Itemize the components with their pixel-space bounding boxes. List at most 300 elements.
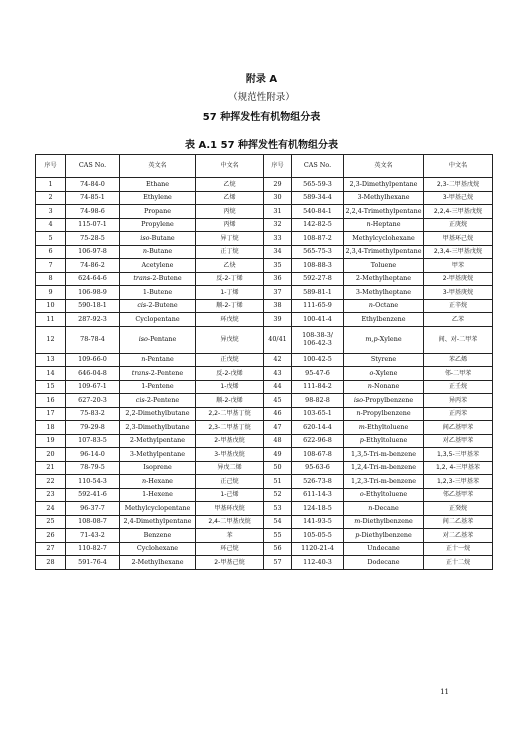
cell-english-name: 1-Hexene bbox=[120, 488, 196, 502]
cell-no: 18 bbox=[36, 421, 66, 435]
cell-no: 35 bbox=[264, 259, 292, 273]
cell-cas: 100-42-5 bbox=[292, 353, 344, 367]
cell-no: 32 bbox=[264, 218, 292, 232]
cell-english-name bbox=[120, 353, 196, 367]
cell-cas: 620-14-4 bbox=[292, 421, 344, 435]
cell-english-name: Ethylene bbox=[120, 191, 196, 205]
cell-chinese-name: 环戊烷 bbox=[196, 313, 264, 327]
isomer-prefix: m,p- bbox=[365, 334, 380, 343]
cell-chinese-name: 正己烷 bbox=[196, 475, 264, 489]
cell-cas: 540-84-1 bbox=[292, 205, 344, 219]
cell-no: 20 bbox=[36, 448, 66, 462]
col-header-chinese: 中文名 bbox=[196, 155, 264, 178]
cell-chinese-name: 2,2,4-三甲基戊烷 bbox=[424, 205, 493, 219]
table-row bbox=[36, 556, 493, 570]
col-header-cas: CAS No. bbox=[66, 155, 120, 178]
cell-english-name: 1,3,5-Tri-m-benzene bbox=[344, 448, 424, 462]
cell-english-name: Dodecane bbox=[344, 556, 424, 570]
cell-no: 9 bbox=[36, 286, 66, 300]
name-remainder: 2-Pentene bbox=[150, 368, 184, 377]
cell-no: 43 bbox=[264, 367, 292, 381]
cell-cas: 108-08-7 bbox=[66, 515, 120, 529]
cell-cas: 103-65-1 bbox=[292, 407, 344, 421]
name-remainder: Hexane bbox=[148, 476, 173, 485]
cell-no: 23 bbox=[36, 488, 66, 502]
cell-english-name: 2,2,4-Trimethylpentane bbox=[344, 205, 424, 219]
cell-no: 42 bbox=[264, 353, 292, 367]
cell-no: 11 bbox=[36, 313, 66, 327]
cell-no: 52 bbox=[264, 488, 292, 502]
cell-english-name bbox=[120, 475, 196, 489]
isomer-prefix: n- bbox=[142, 476, 149, 485]
cell-cas: 96-37-7 bbox=[66, 502, 120, 516]
voc-component-table bbox=[35, 154, 493, 570]
cell-cas: 565-75-3 bbox=[292, 245, 344, 259]
cell-cas: 105-05-5 bbox=[292, 529, 344, 543]
cell-cas: 106-97-8 bbox=[66, 245, 120, 259]
cell-cas: 108-88-3 bbox=[292, 259, 344, 273]
name-remainder: Pentane bbox=[150, 334, 177, 343]
cell-cas: 95-47-6 bbox=[292, 367, 344, 381]
cell-chinese-name: 正十一烷 bbox=[424, 542, 493, 556]
cell-chinese-name: 2,2-二甲基丁烷 bbox=[196, 407, 264, 421]
cell-english-name: 2,3-Dimethylpentane bbox=[344, 178, 424, 192]
name-remainder: Xylene bbox=[375, 368, 398, 377]
cell-english-name: Ethane bbox=[120, 178, 196, 192]
cell-cas: 96-14-0 bbox=[66, 448, 120, 462]
cell-cas: 112-40-3 bbox=[292, 556, 344, 570]
cell-chinese-name: 间、对-二甲苯 bbox=[424, 326, 493, 353]
cell-english-name bbox=[120, 245, 196, 259]
table-row bbox=[36, 475, 493, 489]
table-row bbox=[36, 313, 493, 327]
cell-english-name: 1,2,3-Tri-m-benzene bbox=[344, 475, 424, 489]
cell-chinese-name: 乙烯 bbox=[196, 191, 264, 205]
cell-english-name bbox=[344, 515, 424, 529]
name-remainder: Diethylbenzene bbox=[361, 530, 412, 539]
cell-chinese-name: 丙烯 bbox=[196, 218, 264, 232]
cell-no: 38 bbox=[264, 299, 292, 313]
cell-no: 51 bbox=[264, 475, 292, 489]
cell-cas: 74-84-0 bbox=[66, 178, 120, 192]
cell-english-name bbox=[120, 299, 196, 313]
isomer-prefix: o- bbox=[369, 368, 376, 377]
table-row bbox=[36, 326, 493, 353]
isomer-prefix: p- bbox=[355, 530, 362, 539]
cell-chinese-name: 苯乙烯 bbox=[424, 353, 493, 367]
cell-english-name bbox=[120, 232, 196, 246]
cell-chinese-name: 异戊烷 bbox=[196, 326, 264, 353]
cell-english-name: Propane bbox=[120, 205, 196, 219]
cell-chinese-name: 乙烷 bbox=[196, 178, 264, 192]
cell-no: 12 bbox=[36, 326, 66, 353]
cell-cas: 74-86-2 bbox=[66, 259, 120, 273]
cell-english-name bbox=[344, 367, 424, 381]
cell-no: 53 bbox=[264, 502, 292, 516]
cell-no: 5 bbox=[36, 232, 66, 246]
cell-no: 46 bbox=[264, 407, 292, 421]
name-remainder: 2-Butene bbox=[152, 274, 182, 283]
cell-chinese-name: 乙苯 bbox=[424, 313, 493, 327]
isomer-prefix: iso- bbox=[353, 395, 366, 404]
cell-english-name bbox=[120, 326, 196, 353]
cell-cas: 627-20-3 bbox=[66, 394, 120, 408]
cell-chinese-name: 2-甲基庚烷 bbox=[424, 272, 493, 286]
cell-chinese-name: 邻乙基甲苯 bbox=[424, 488, 493, 502]
cell-cas: 565-59-3 bbox=[292, 178, 344, 192]
isomer-prefix: n- bbox=[368, 503, 375, 512]
name-remainder: Xylene bbox=[379, 334, 402, 343]
appendix-heading: 附录 A bbox=[245, 74, 278, 85]
cell-chinese-name: 苯 bbox=[196, 529, 264, 543]
cell-chinese-name: 3-甲基己烷 bbox=[424, 191, 493, 205]
cell-no: 48 bbox=[264, 434, 292, 448]
cell-english-name bbox=[120, 272, 196, 286]
cell-cas: 1120-21-4 bbox=[292, 542, 344, 556]
cell-cas: 590-18-1 bbox=[66, 299, 120, 313]
cell-no: 13 bbox=[36, 353, 66, 367]
cell-english-name: 1-Butene bbox=[120, 286, 196, 300]
isomer-prefix: m- bbox=[354, 517, 363, 526]
cell-chinese-name: 异丁烷 bbox=[196, 232, 264, 246]
cell-no: 29 bbox=[264, 178, 292, 192]
cell-english-name: Toluene bbox=[344, 259, 424, 273]
cell-english-name: Isoprene bbox=[120, 461, 196, 475]
cell-english-name: 2,2-Dimethylbutane bbox=[120, 407, 196, 421]
cell-cas: 142-82-5 bbox=[292, 218, 344, 232]
cell-english-name bbox=[344, 380, 424, 394]
cell-chinese-name: 邻-二甲苯 bbox=[424, 367, 493, 381]
isomer-prefix: n- bbox=[141, 355, 148, 364]
cell-no: 33 bbox=[264, 232, 292, 246]
cell-chinese-name: 正十二烷 bbox=[424, 556, 493, 570]
cell-chinese-name: 正辛烷 bbox=[424, 299, 493, 313]
cell-english-name: 3-Methylpentane bbox=[120, 448, 196, 462]
cell-no: 1 bbox=[36, 178, 66, 192]
cell-no: 6 bbox=[36, 245, 66, 259]
cell-no: 4 bbox=[36, 218, 66, 232]
cell-no: 47 bbox=[264, 421, 292, 435]
cell-chinese-name: 3-甲基戊烷 bbox=[196, 448, 264, 462]
cell-cas: 111-65-9 bbox=[292, 299, 344, 313]
cell-chinese-name: 异丙苯 bbox=[424, 394, 493, 408]
name-remainder: 2-Pentene bbox=[146, 395, 180, 404]
isomer-prefix: m- bbox=[358, 422, 367, 431]
name-remainder: Decane bbox=[374, 503, 399, 512]
cell-cas: 115-07-1 bbox=[66, 218, 120, 232]
cell-no: 30 bbox=[264, 191, 292, 205]
table-row bbox=[36, 367, 493, 381]
table-row bbox=[36, 448, 493, 462]
cell-chinese-name: 正丙苯 bbox=[424, 407, 493, 421]
cell-english-name: 2-Methylheptane bbox=[344, 272, 424, 286]
cell-chinese-name: 2,3,4-三甲基戊烷 bbox=[424, 245, 493, 259]
table-row bbox=[36, 191, 493, 205]
cell-chinese-name: 顺-2-戊烯 bbox=[196, 394, 264, 408]
cell-no: 54 bbox=[264, 515, 292, 529]
cell-english-name bbox=[344, 407, 424, 421]
cell-no: 49 bbox=[264, 448, 292, 462]
isomer-prefix: iso- bbox=[140, 233, 152, 242]
isomer-prefix: n- bbox=[367, 382, 374, 391]
cell-cas: 124-18-5 bbox=[292, 502, 344, 516]
cell-no: 39 bbox=[264, 313, 292, 327]
cell-cas: 624-64-6 bbox=[66, 272, 120, 286]
cell-cas: 611-14-3 bbox=[292, 488, 344, 502]
cell-chinese-name: 甲苯 bbox=[424, 259, 493, 273]
cell-no: 8 bbox=[36, 272, 66, 286]
cell-no: 37 bbox=[264, 286, 292, 300]
cell-english-name: Methylcyclopentane bbox=[120, 502, 196, 516]
cell-cas: 526-73-8 bbox=[292, 475, 344, 489]
cell-cas: 592-27-8 bbox=[292, 272, 344, 286]
cell-english-name bbox=[344, 326, 424, 353]
cell-cas: 109-66-0 bbox=[66, 353, 120, 367]
cell-cas: 71-43-2 bbox=[66, 529, 120, 543]
col-header-english: 英文名 bbox=[120, 155, 196, 178]
table-row bbox=[36, 218, 493, 232]
table-row bbox=[36, 380, 493, 394]
cell-english-name: 3-Methylheptane bbox=[344, 286, 424, 300]
table-row bbox=[36, 178, 493, 192]
cell-cas: 287-92-3 bbox=[66, 313, 120, 327]
cell-cas: 106-98-9 bbox=[66, 286, 120, 300]
cell-chinese-name: 正壬烷 bbox=[424, 380, 493, 394]
table-row bbox=[36, 461, 493, 475]
col-header-english-2: 英文名 bbox=[344, 155, 424, 178]
cell-chinese-name: 正丁烷 bbox=[196, 245, 264, 259]
cell-no: 27 bbox=[36, 542, 66, 556]
isomer-prefix: trans- bbox=[131, 368, 151, 377]
cell-cas: 109-67-1 bbox=[66, 380, 120, 394]
cell-chinese-name: 1,3,5-三甲基苯 bbox=[424, 448, 493, 462]
cell-english-name bbox=[344, 529, 424, 543]
cell-chinese-name: 环己烷 bbox=[196, 542, 264, 556]
cell-chinese-name: 正戊烷 bbox=[196, 353, 264, 367]
cell-no: 21 bbox=[36, 461, 66, 475]
name-remainder: Ethyltoluene bbox=[365, 490, 408, 499]
cell-english-name bbox=[344, 434, 424, 448]
table-row bbox=[36, 245, 493, 259]
isomer-prefix: trans- bbox=[133, 274, 153, 283]
table-row bbox=[36, 421, 493, 435]
table-body bbox=[36, 178, 493, 570]
table-row bbox=[36, 353, 493, 367]
name-remainder: Heptane bbox=[372, 220, 401, 229]
table-row bbox=[36, 542, 493, 556]
cell-no: 44 bbox=[264, 380, 292, 394]
table-row bbox=[36, 272, 493, 286]
col-header-chinese-2: 中文名 bbox=[424, 155, 493, 178]
cell-english-name bbox=[344, 299, 424, 313]
table-row bbox=[36, 488, 493, 502]
cell-chinese-name: 甲基环戊烷 bbox=[196, 502, 264, 516]
cell-no: 40/41 bbox=[264, 326, 292, 353]
isomer-prefix: n- bbox=[366, 220, 373, 229]
cell-english-name: Undecane bbox=[344, 542, 424, 556]
cell-cas: 108-67-8 bbox=[292, 448, 344, 462]
isomer-prefix: n- bbox=[142, 247, 150, 256]
cell-cas: 646-04-8 bbox=[66, 367, 120, 381]
isomer-prefix: o- bbox=[359, 490, 366, 499]
cell-cas: 622-96-8 bbox=[292, 434, 344, 448]
cell-english-name: 3-Methylhexane bbox=[344, 191, 424, 205]
name-remainder: Ethyltoluene bbox=[366, 436, 408, 445]
cell-no: 26 bbox=[36, 529, 66, 543]
cell-english-name: 1,2,4-Tri-m-benzene bbox=[344, 461, 424, 475]
cell-no: 7 bbox=[36, 259, 66, 273]
cell-english-name: Methylcyclohexane bbox=[344, 232, 424, 246]
table-row bbox=[36, 434, 493, 448]
cell-cas: 75-83-2 bbox=[66, 407, 120, 421]
table-row bbox=[36, 394, 493, 408]
name-remainder: Nonane bbox=[374, 382, 400, 391]
name-remainder: Butane bbox=[151, 233, 175, 242]
cell-no: 17 bbox=[36, 407, 66, 421]
cell-cas: 79-29-8 bbox=[66, 421, 120, 435]
cell-chinese-name: 间二乙基苯 bbox=[424, 515, 493, 529]
table-row bbox=[36, 299, 493, 313]
cell-chinese-name: 1-戊烯 bbox=[196, 380, 264, 394]
cell-no: 19 bbox=[36, 434, 66, 448]
cell-english-name: Acetylene bbox=[120, 259, 196, 273]
cell-chinese-name: 异戊二烯 bbox=[196, 461, 264, 475]
cell-english-name bbox=[120, 394, 196, 408]
col-header-cas-2: CAS No. bbox=[292, 155, 344, 178]
cell-english-name bbox=[344, 502, 424, 516]
cell-cas: 589-81-1 bbox=[292, 286, 344, 300]
cell-english-name: Ethylbenzene bbox=[344, 313, 424, 327]
cell-english-name bbox=[344, 394, 424, 408]
page-number: 11 bbox=[440, 688, 449, 696]
cell-cas: 108-38-3/ 106-42-3 bbox=[292, 326, 344, 353]
name-remainder: Butane bbox=[149, 247, 173, 256]
cell-chinese-name: 1,2, 4-三甲基苯 bbox=[424, 461, 493, 475]
table-row bbox=[36, 502, 493, 516]
cell-no: 14 bbox=[36, 367, 66, 381]
normative-note: （规范性附录） bbox=[228, 92, 295, 103]
cell-english-name: Styrene bbox=[344, 353, 424, 367]
cell-english-name: 2,4-Dimethylpentane bbox=[120, 515, 196, 529]
cell-cas: 592-41-6 bbox=[66, 488, 120, 502]
cell-chinese-name: 1,2,3-三甲基苯 bbox=[424, 475, 493, 489]
cell-no: 57 bbox=[264, 556, 292, 570]
cell-no: 45 bbox=[264, 394, 292, 408]
cell-cas: 107-83-5 bbox=[66, 434, 120, 448]
name-remainder: Pentane bbox=[147, 355, 174, 364]
table-header-row bbox=[36, 155, 493, 178]
cell-chinese-name: 对二乙基苯 bbox=[424, 529, 493, 543]
name-remainder: 2-Butene bbox=[148, 301, 178, 310]
name-remainder: Diethylbenzene bbox=[362, 517, 413, 526]
cell-english-name: 1-Pentene bbox=[120, 380, 196, 394]
cell-english-name: 2,3,4-Trimethylpentane bbox=[344, 245, 424, 259]
cell-english-name: 2,3-Dimethylbutane bbox=[120, 421, 196, 435]
cell-cas: 141-93-5 bbox=[292, 515, 344, 529]
cell-no: 55 bbox=[264, 529, 292, 543]
isomer-prefix: p- bbox=[359, 436, 366, 445]
cell-chinese-name: 正庚烷 bbox=[424, 218, 493, 232]
cell-no: 31 bbox=[264, 205, 292, 219]
table-row bbox=[36, 259, 493, 273]
cell-english-name: Cyclopentane bbox=[120, 313, 196, 327]
cell-no: 22 bbox=[36, 475, 66, 489]
table-row bbox=[36, 205, 493, 219]
cell-chinese-name: 甲基环己烷 bbox=[424, 232, 493, 246]
cell-chinese-name: 正癸烷 bbox=[424, 502, 493, 516]
cell-no: 36 bbox=[264, 272, 292, 286]
name-remainder: Propylbenzene bbox=[362, 409, 411, 418]
cell-no: 25 bbox=[36, 515, 66, 529]
table-row bbox=[36, 407, 493, 421]
cell-cas: 78-78-4 bbox=[66, 326, 120, 353]
cell-cas: 95-63-6 bbox=[292, 461, 344, 475]
cell-english-name bbox=[120, 367, 196, 381]
cell-chinese-name: 间乙基甲苯 bbox=[424, 421, 493, 435]
col-header-no: 序号 bbox=[36, 155, 66, 178]
section-title: 57 种挥发性有机物组分表 bbox=[202, 112, 321, 123]
isomer-prefix: cis- bbox=[135, 395, 147, 404]
cell-cas: 74-85-1 bbox=[66, 191, 120, 205]
cell-cas: 78-79-5 bbox=[66, 461, 120, 475]
cell-cas: 74-98-6 bbox=[66, 205, 120, 219]
cell-chinese-name: 2-甲基己烷 bbox=[196, 556, 264, 570]
cell-no: 24 bbox=[36, 502, 66, 516]
cell-no: 3 bbox=[36, 205, 66, 219]
cell-chinese-name: 1-丁烯 bbox=[196, 286, 264, 300]
cell-chinese-name: 2,3-二甲基戊烷 bbox=[424, 178, 493, 192]
cell-cas: 100-41-4 bbox=[292, 313, 344, 327]
name-remainder: Propylbenzene bbox=[365, 395, 414, 404]
cell-chinese-name: 丙烷 bbox=[196, 205, 264, 219]
cell-chinese-name: 2,3-二甲基丁烷 bbox=[196, 421, 264, 435]
cell-no: 15 bbox=[36, 380, 66, 394]
table-row bbox=[36, 232, 493, 246]
table-row bbox=[36, 515, 493, 529]
name-remainder: Octane bbox=[375, 301, 399, 310]
cell-chinese-name: 顺-2-丁烯 bbox=[196, 299, 264, 313]
isomer-prefix: n- bbox=[356, 409, 363, 418]
isomer-prefix: cis- bbox=[137, 301, 149, 310]
cell-cas: 98-82-8 bbox=[292, 394, 344, 408]
cell-english-name: Cyclohexane bbox=[120, 542, 196, 556]
cell-cas: 110-54-3 bbox=[66, 475, 120, 489]
cell-english-name bbox=[344, 488, 424, 502]
cell-cas: 108-87-2 bbox=[292, 232, 344, 246]
table-row bbox=[36, 286, 493, 300]
isomer-prefix: n- bbox=[368, 301, 376, 310]
cell-english-name bbox=[344, 218, 424, 232]
table-caption: 表 A.1 57 种挥发性有机物组分表 bbox=[184, 140, 339, 151]
cell-chinese-name: 3-甲基庚烷 bbox=[424, 286, 493, 300]
cell-english-name bbox=[344, 421, 424, 435]
name-remainder: Ethyltoluene bbox=[366, 422, 409, 431]
col-header-no-2: 序号 bbox=[264, 155, 292, 178]
cell-cas: 589-34-4 bbox=[292, 191, 344, 205]
cell-no: 56 bbox=[264, 542, 292, 556]
cell-no: 16 bbox=[36, 394, 66, 408]
cell-english-name: 2-Methylpentane bbox=[120, 434, 196, 448]
cell-chinese-name: 2,4-二甲基戊烷 bbox=[196, 515, 264, 529]
cell-chinese-name: 2-甲基戊烷 bbox=[196, 434, 264, 448]
cell-no: 2 bbox=[36, 191, 66, 205]
cell-cas: 110-82-7 bbox=[66, 542, 120, 556]
cell-chinese-name: 反-2-丁烯 bbox=[196, 272, 264, 286]
cell-english-name: Benzene bbox=[120, 529, 196, 543]
cell-chinese-name: 反-2-戊烯 bbox=[196, 367, 264, 381]
cell-english-name: Propylene bbox=[120, 218, 196, 232]
cell-chinese-name: 1-己烯 bbox=[196, 488, 264, 502]
